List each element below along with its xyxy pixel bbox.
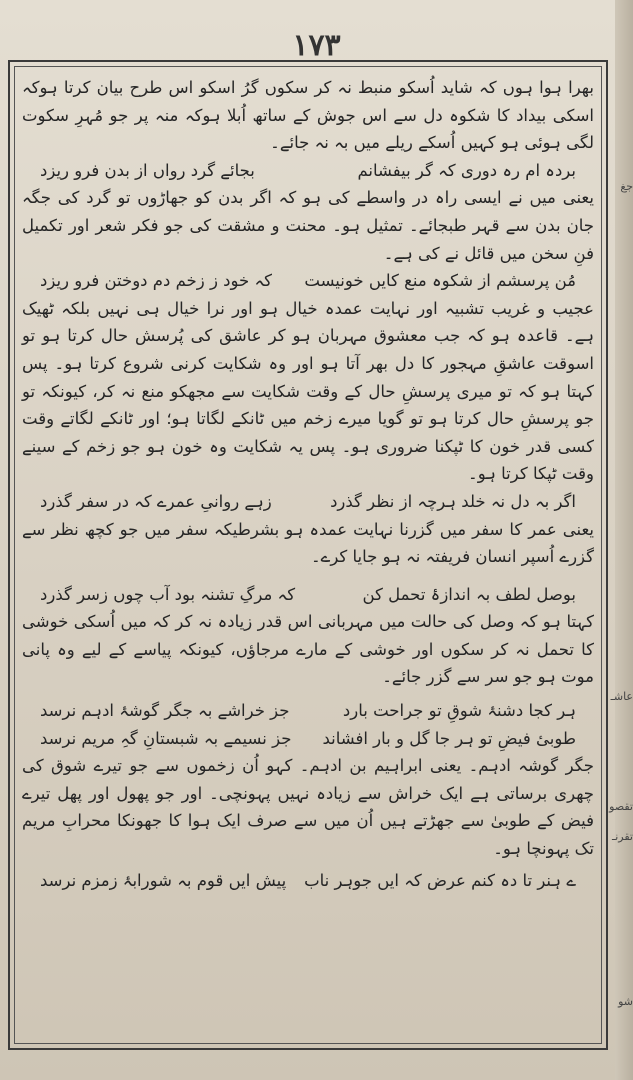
page-number: ۱۷۳ — [292, 28, 341, 63]
paragraph: یعنی میں نے ایسی راہ در واسطے کی ہو کہ اگر بدن کو جھاڑوں تو گرد کی جگہ جان بدن سے قہر طبجائے۔ تمثیل ہو۔ محنت و مشقت کی جو فکر شعر اور تکمیل فنِ سخن میں قائل نے کی ہے۔ — [22, 188, 594, 263]
verse-right: ہر کجا دشنۂ شوقِ تو جراحت بارد — [342, 701, 576, 721]
margin-note: تقصو — [609, 800, 633, 813]
verse-left: کہ مرگِ تشنہ بود آب چوں زسر گذرد — [40, 584, 296, 604]
verse-couplet — [22, 581, 594, 609]
verse-right: اگر بہ دل نہ خلد ہرچہ از نظر گذرد — [330, 491, 576, 511]
verse-left: جز نسیمے بہ شبستانِ گہِ مریم نرسد — [40, 728, 292, 748]
page-spine — [609, 0, 633, 1080]
margin-note: تقرنـ — [612, 830, 633, 843]
verse-couplet — [22, 157, 594, 185]
verse-left: زہے روانیِ عمرے کہ در سفر گذرد — [40, 491, 272, 511]
verse-right: طوبیٔ فیضِ تو ہر جا گل و بار افشاند — [322, 728, 576, 748]
verse-right: بردہ ام رہ دوری کہ گر بیفشانم — [357, 160, 576, 180]
paragraph: بھرا ہوا ہوں کہ شاید اُسکو منبط نہ کر سکوں گرُ اسکو اس طرح بیان کرتا ہوکہ اسکی بیداد کا شکوہ دل سے اس جوش کے ساتھ اُبلا ہوکہ منہ پر جو مُہرِ سکوت لگی ہوئی ہو کہیں اُسکے ریلے میں بہ نہ جائے۔ — [22, 78, 594, 153]
verse-couplet — [22, 697, 594, 725]
margin-note: شو — [618, 995, 633, 1008]
verse-couplet — [22, 488, 594, 516]
verse-left: جز خراشے بہ جگر گوشۂ ادہم نرسد — [40, 701, 290, 721]
margin-note: عاشـ — [610, 690, 633, 703]
verse-left: کہ خود ز زخم دم دوختن فرو ریزد — [40, 271, 273, 291]
paragraph: عجیب و غریب تشبیہ اور نہایت عمدہ خیال ہو اور نرا خیال ہی نہیں بلکہ ٹھیک ہے۔ قاعدہ ہو کہ جب معشوق مہربان ہو کر عاشق کی پُرسش حال کرتا ہو تو اسوقت عاشقِ مہجور کا دل بھر آتا ہو اور وہ شکایت کرنی شروع کرتا ہو۔ پس کہتا ہو کہ تو میری پرسشِ حال کے وقت شکایت سے مجھکو منع نہ کر، کیونکہ تو جو پرسشِ حال کرتا ہو تو گویا میرے زخم میں ٹانکے لگاتا ہو؛ اور ٹانکے لگاتے وقت کسی قدر خون کا ٹپکنا ضروری ہو۔ پس یہ شکایت وہ خون ہو جو زخم کے سینے وقت ٹپکا کرتا ہو۔ — [22, 298, 594, 484]
paragraph: جگر گوشہ ادہم۔ یعنی ابراہیم بن ادہم۔ کہو اُن زخموں سے جو تیرے شوق کی چھری برساتی ہے ایک خراش سے زیادہ نہیں پہونچی۔ اور جو پھول اور پھل تیرے فیض کے طوبیٰ سے جھڑتے ہیں اُن میں سے صرف ایک ہوا کا جھونکا محرابِ مریم تک پہونچا ہو۔ — [22, 756, 594, 859]
verse-couplet — [22, 725, 594, 753]
verse-left: پیش ایں قوم بہ شورابۂ زمزم نرسد — [40, 870, 287, 890]
verse-right: مُن پرسشم از شکوہ منع کایں خونیست — [304, 271, 576, 291]
paragraph: کہتا ہو کہ وصل کی حالت میں مہربانی اس قدر زیادہ نہ کر کہ میں اُسکی خوشی کا تحمل نہ کر سکوں اور خوشی کے مارے مرجاؤں، کیونکہ پیاسے کے لیے وہ پانی موت ہو جو سر سے گزر جائے۔ — [22, 612, 594, 687]
text-frame — [8, 60, 608, 1050]
paragraph: یعنی عمر کا سفر میں گزرنا نہایت عمدہ ہو بشرطیکہ سفر میں جو کچھ نظر سے گزرے اُسپر انسان فریفتہ نہ ہو جایا کرے۔ — [22, 519, 594, 567]
verse-right: بوصل لطف بہ اندازۂ تحمل کن — [362, 584, 576, 604]
verse-left: بجائے گرد رواں از بدن فرو ریزد — [40, 160, 255, 180]
verse-couplet — [22, 867, 594, 895]
verse-couplet — [22, 267, 594, 295]
margin-note: جغ — [620, 180, 633, 193]
text-body — [22, 74, 594, 1040]
verse-right: ے ہنر تا دہ کنم عرض کہ ایں جوہر ناب — [304, 870, 576, 890]
